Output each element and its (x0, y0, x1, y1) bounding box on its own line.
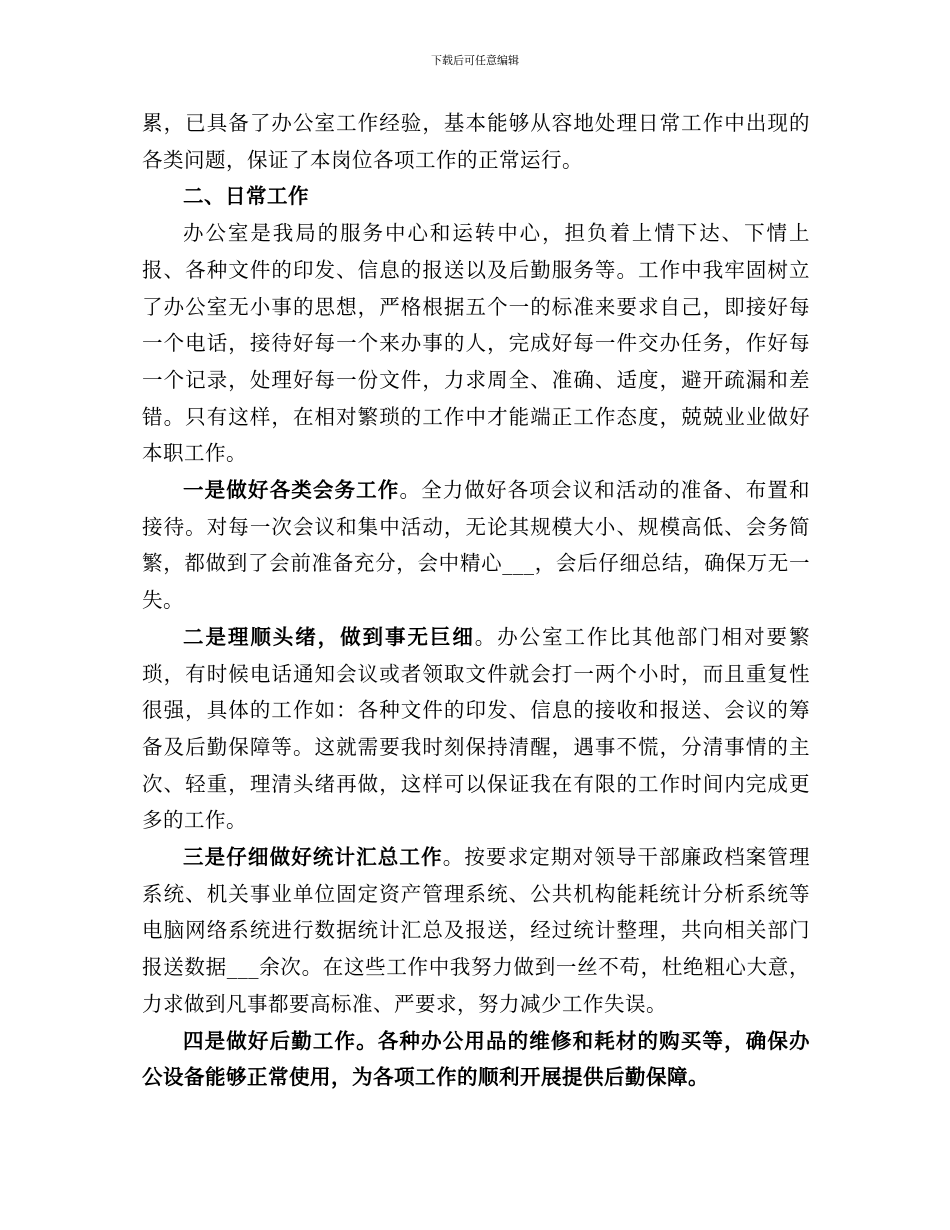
paragraph-logistics-work: 四是做好后勤工作。各种办公用品的维修和耗材的购买等，确保办公设备能够正常使用，为各项工作的顺利开展提供后勤保障。 (142, 1028, 810, 1090)
paragraph-organize-work (142, 619, 810, 839)
paragraph-lead-organize: 二是理顺头绪，做到事无巨细 (183, 624, 475, 649)
section-heading: 二、日常工作 (183, 184, 309, 209)
paragraph-statistics-work (142, 839, 810, 1023)
paragraph-meeting-work (142, 472, 810, 619)
paragraph-daily-work: 办公室是我局的服务中心和运转中心，担负着上情下达、下情上报、各种文件的印发、信息的报送以及后勤服务等。工作中我牢固树立了办公室无小事的思想，严格根据五个一的标准来要求自己，即接好每一个电话，接待好每一个来办事的人，完成好每一件交办任务，作好每一个记录，处理好每一份文件，力求周全、准确、适度，避开疏漏和差错。只有这样，在相对繁琐的工作中才能端正工作态度，兢兢业业做好本职工作。 (142, 221, 810, 466)
paragraph-lead-statistics: 三是仔细做好统计汇总工作 (183, 845, 443, 870)
paragraph-body-organize: 。办公室工作比其他部门相对要繁琐，有时候电话通知会议或者领取文件就会打一两个小时，而且重复性很强，具体的工作如：各种文件的印发、信息的接收和报送、会议的筹备及后勤保障等。这就需要我时刻保持清醒，遇事不慌，分清事情的主次、轻重，理清头绪再做，这样可以保证我在有限的工作时间内完成更多的工作。 (142, 624, 811, 833)
paragraph-body-meeting: 。全力做好各项会议和活动的准备、布置和接待。对每一次会议和集中活动，无论其规模大小、规模高低、会务简繁，都做到了会前准备充分，会中精心___，会后仔细总结，确保万无一失。 (142, 478, 811, 613)
paragraph-body-statistics: 。按要求定期对领导干部廉政档案管理系统、机关事业单位固定资产管理系统、公共机构能耗统计分析系统等电脑网络系统进行数据统计汇总及报送，经过统计整理，共向相关部门报送数据___余次。在这些工作中我努力做到一丝不苟，杜绝粗心大意，力求做到凡事都要高标准、严要求，努力减少工作失误。 (142, 845, 811, 1016)
document-body (142, 105, 810, 1096)
paragraph-continuation: 累，已具备了办公室工作经验，基本能够从容地处理日常工作中出现的各类问题，保证了本岗位各项工作的正常运行。 (142, 111, 810, 172)
page-header: 下载后可任意编辑 (431, 54, 519, 67)
paragraph-lead-meeting: 一是做好各类会务工作 (183, 478, 400, 503)
